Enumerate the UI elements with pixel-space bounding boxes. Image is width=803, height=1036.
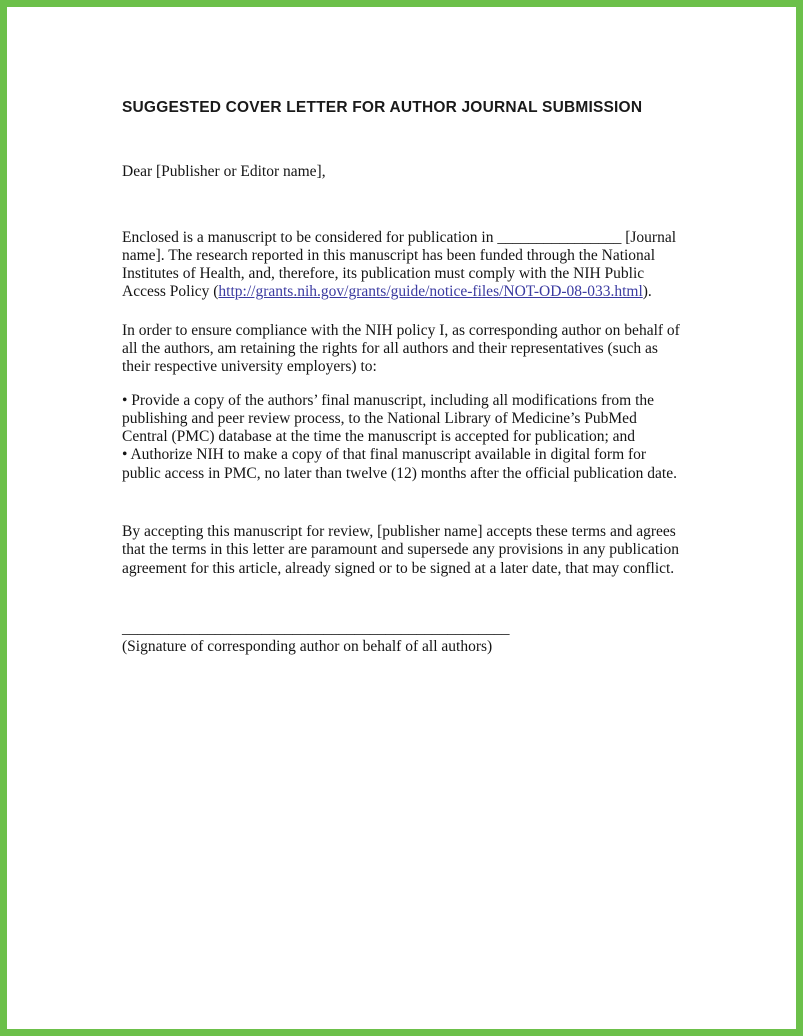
rights-bullet-list: [122, 392, 680, 483]
letter-content: [7, 7, 796, 656]
nih-policy-link[interactable]: http://grants.nih.gov/grants/guide/notice-files/NOT-OD-08-033.html: [218, 283, 643, 301]
signature-caption: (Signature of corresponding author on behalf of all authors): [122, 638, 493, 656]
paragraph-funding: [122, 229, 680, 302]
page-title: SUGGESTED COVER LETTER FOR AUTHOR JOURNAL SUBMISSION: [122, 99, 643, 116]
signature-line: __________________________________________________: [122, 619, 510, 637]
paragraph-funding-pre: Enclosed is a manuscript to be considered for publication in ________________ [Journal name]. The research reported in this manuscript has been funded through the National Institutes of Health, and, therefore, its publication must comply with the NIH Public Access Policy (: [122, 228, 677, 301]
paragraph-funding-post: ).: [642, 283, 652, 301]
bullet-authorize-nih: • Authorize NIH to make a copy of that final manuscript available in digital form for public access in PMC, no later than twelve (12) months after the official publication date.: [122, 446, 677, 482]
paragraph-acceptance: By accepting this manuscript for review, [publisher name] accepts these terms and agrees that the terms in this letter are paramount and supersede any provisions in any publication agreement for this article, already signed or to be signed at a later date, that may conflict.: [122, 522, 679, 577]
bullet-provide-copy: • Provide a copy of the authors’ final manuscript, including all modifications from the publishing and peer review process, to the National Library of Medicine’s PubMed Central (PMC) database at the time the manuscript is accepted for publication; and: [122, 391, 655, 446]
salutation: Dear [Publisher or Editor name],: [122, 163, 326, 181]
paragraph-compliance: In order to ensure compliance with the NIH policy I, as corresponding author on behalf of all the authors, am retaining the rights for all authors and their representatives (such as their respective university employers) to:: [122, 321, 680, 376]
